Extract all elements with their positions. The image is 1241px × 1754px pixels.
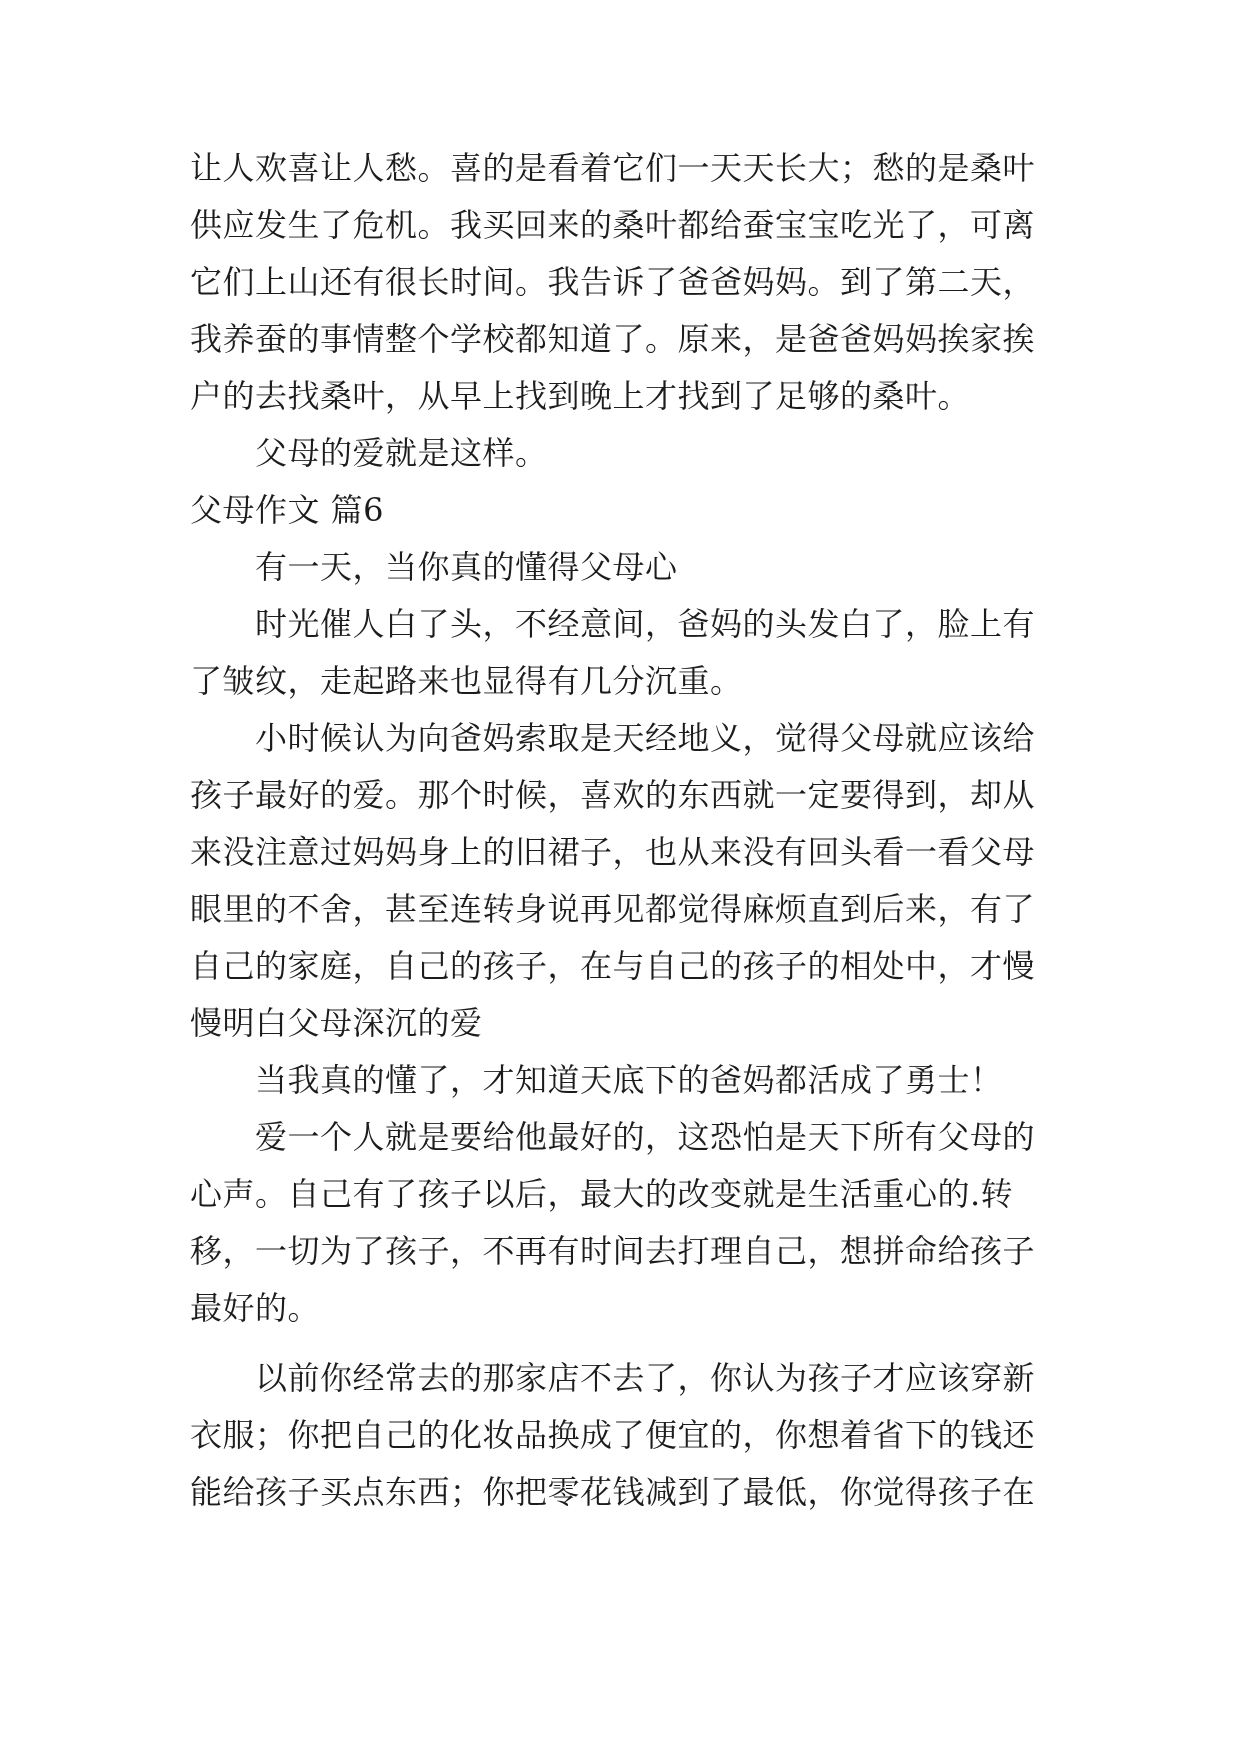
text-line: 最好的。 [190,1289,321,1327]
paragraph-line: 当我真的懂了，才知道天底下的爸妈都活成了勇士！ [255,1061,1003,1099]
paragraph-line: 以前你经常去的那家店不去了，你认为孩子才应该穿新 [255,1359,1036,1397]
text-line: 了皱纹，走起路来也显得有几分沉重。 [190,662,743,700]
paragraph-line: 时光催人白了头，不经意间，爸妈的头发白了，脸上有 [255,605,1036,643]
text-line: 孩子最好的爱。那个时候，喜欢的东西就一定要得到，却从 [190,776,1036,814]
text-line: 它们上山还有很长时间。我告诉了爸爸妈妈。到了第二天， [190,263,1036,301]
text-line: 衣服；你把自己的化妆品换成了便宜的，你想着省下的钱还 [190,1416,1036,1454]
text-line: 心声。自己有了孩子以后，最大的改变就是生活重心的.转 [190,1175,1014,1213]
text-line: 能给孩子买点东西；你把零花钱减到了最低，你觉得孩子在 [190,1473,1036,1511]
paragraph-line: 小时候认为向爸妈索取是天经地义，觉得父母就应该给 [255,719,1036,757]
text-line: 慢明白父母深沉的爱 [190,1004,483,1042]
text-line: 眼里的不舍，甚至连转身说再见都觉得麻烦直到后来，有了 [190,890,1036,928]
text-line: 来没注意过妈妈身上的旧裙子，也从来没有回头看一看父母 [190,833,1036,871]
text-line: 移，一切为了孩子，不再有时间去打理自己，想拼命给孩子 [190,1232,1036,1270]
paragraph-line: 爱一个人就是要给他最好的，这恐怕是天下所有父母的 [255,1118,1036,1156]
essay-title: 有一天，当你真的懂得父母心 [255,548,678,586]
section-heading: 父母作文 篇6 [190,491,385,529]
paragraph-line: 父母的爱就是这样。 [255,434,548,472]
text-line: 供应发生了危机。我买回来的桑叶都给蚕宝宝吃光了，可离 [190,206,1036,244]
text-line: 让人欢喜让人愁。喜的是看着它们一天天长大；愁的是桑叶 [190,149,1036,187]
text-line: 自己的家庭，自己的孩子，在与自己的孩子的相处中，才慢 [190,947,1036,985]
text-line: 户的去找桑叶，从早上找到晚上才找到了足够的桑叶。 [190,377,971,415]
text-line: 我养蚕的事情整个学校都知道了。原来，是爸爸妈妈挨家挨 [190,320,1036,358]
